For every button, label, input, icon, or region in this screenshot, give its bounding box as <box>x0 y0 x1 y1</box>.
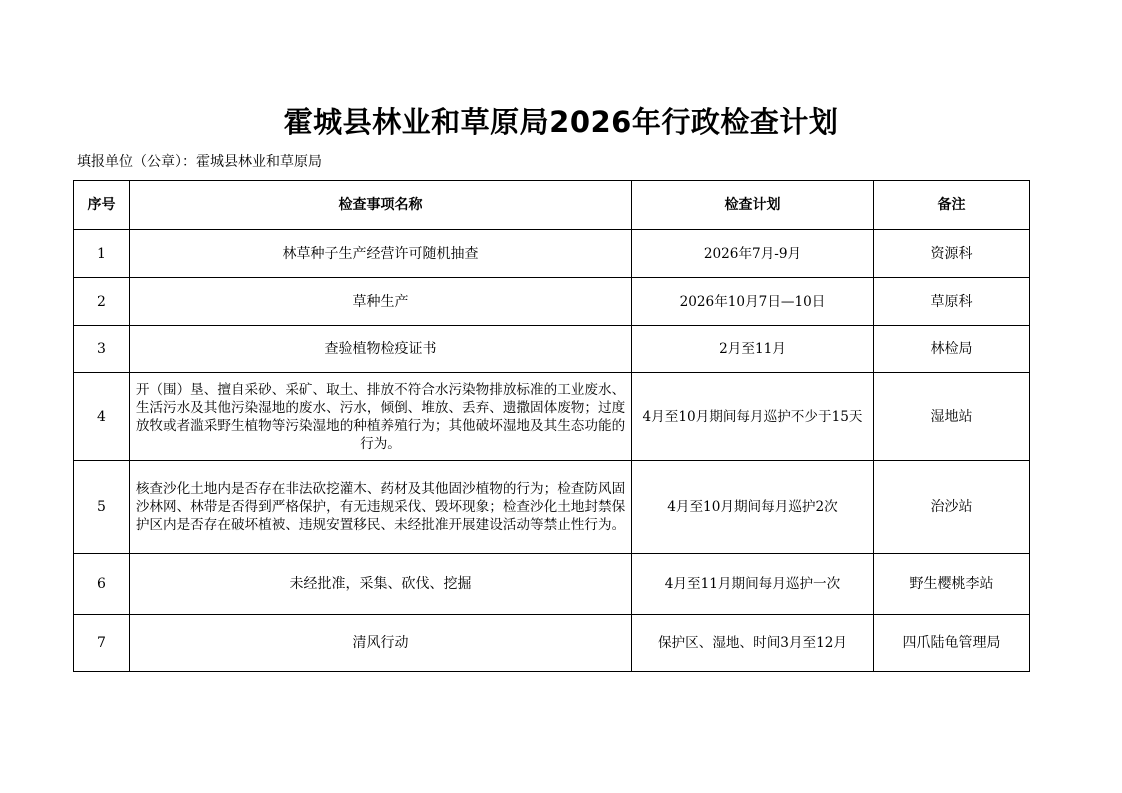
row-plan: 2月至11月 <box>632 326 874 373</box>
header-item-name: 检查事项名称 <box>130 181 632 230</box>
inspection-plan-table <box>73 180 1030 672</box>
row-plan: 4月至10月期间每月巡护不少于15天 <box>632 373 874 461</box>
table-row <box>74 373 1030 461</box>
row-plan: 2026年7月-9月 <box>632 230 874 278</box>
row-item-name: 林草种子生产经营许可随机抽查 <box>130 230 632 278</box>
row-item-name: 草种生产 <box>130 278 632 326</box>
header-remark: 备注 <box>874 181 1030 230</box>
table-row <box>74 230 1030 278</box>
row-item-name: 清风行动 <box>130 615 632 672</box>
table-row <box>74 615 1030 672</box>
row-plan: 2026年10月7日—10日 <box>632 278 874 326</box>
header-plan: 检查计划 <box>632 181 874 230</box>
row-remark: 湿地站 <box>874 373 1030 461</box>
row-serial-number: 2 <box>74 278 130 326</box>
row-serial-number: 3 <box>74 326 130 373</box>
table-row <box>74 461 1030 554</box>
row-remark: 治沙站 <box>874 461 1030 554</box>
row-serial-number: 1 <box>74 230 130 278</box>
row-remark: 林检局 <box>874 326 1030 373</box>
table-row <box>74 326 1030 373</box>
row-remark: 野生樱桃李站 <box>874 554 1030 615</box>
row-plan: 保护区、湿地、时间3月至12月 <box>632 615 874 672</box>
row-serial-number: 7 <box>74 615 130 672</box>
table-header-row <box>74 181 1030 230</box>
header-serial-number: 序号 <box>74 181 130 230</box>
row-remark: 资源科 <box>874 230 1030 278</box>
table-row <box>74 278 1030 326</box>
row-item-name: 开（围）垦、擅自采砂、采矿、取土、排放不符合水污染物排放标准的工业废水、生活污水及其他污染湿地的废水、污水，倾倒、堆放、丢弃、遗撒固体废物；过度放牧或者滥采野生植物等污染湿地的种植养殖行为；其他破坏湿地及其生态功能的行为。 <box>130 373 632 461</box>
page-title: 霍城县林业和草原局2026年行政检查计划 <box>283 105 839 139</box>
row-serial-number: 4 <box>74 373 130 461</box>
row-serial-number: 6 <box>74 554 130 615</box>
row-remark: 草原科 <box>874 278 1030 326</box>
row-item-name: 未经批准，采集、砍伐、挖掘 <box>130 554 632 615</box>
row-item-name: 查验植物检疫证书 <box>130 326 632 373</box>
row-plan: 4月至11月期间每月巡护一次 <box>632 554 874 615</box>
row-plan: 4月至10月期间每月巡护2次 <box>632 461 874 554</box>
table-row <box>74 554 1030 615</box>
row-remark: 四爪陆龟管理局 <box>874 615 1030 672</box>
row-serial-number: 5 <box>74 461 130 554</box>
row-item-name: 核查沙化土地内是否存在非法砍挖灌木、药材及其他固沙植物的行为；检查防风固沙林网、林带是否得到严格保护，有无违规采伐、毁坏现象；检查沙化土地封禁保护区内是否存在破坏植被、违规安置移民、未经批准开展建设活动等禁止性行为。 <box>130 461 632 554</box>
reporting-unit-label: 填报单位（公章）：霍城县林业和草原局 <box>77 154 322 170</box>
